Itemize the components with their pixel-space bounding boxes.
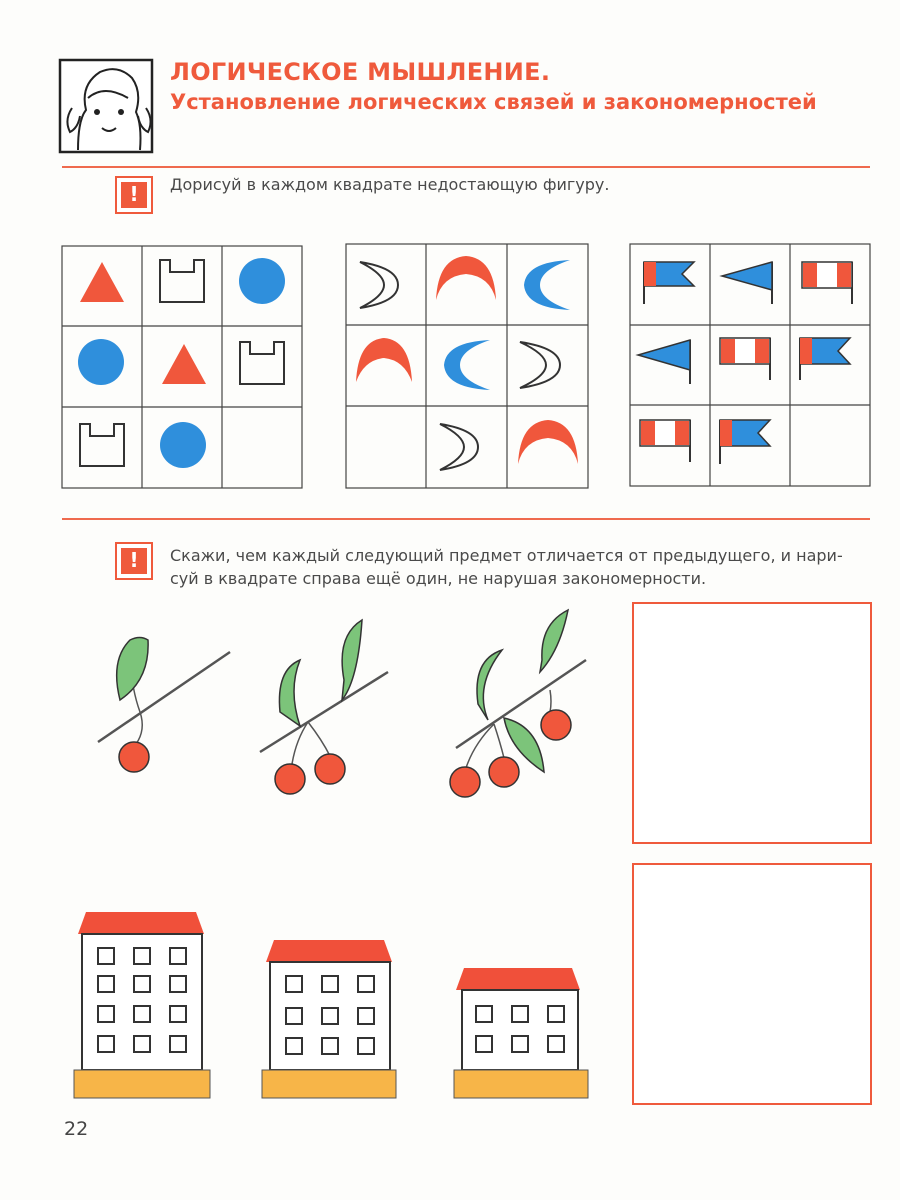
pennant-icon (722, 262, 772, 304)
arch-red-icon (518, 420, 578, 464)
cherry-branch-2 (260, 620, 388, 794)
page-number: 22 (64, 1118, 89, 1140)
task-2-text-line-1: Скажи, чем каждый следующий предмет отличается от предыдущего, и нари- (170, 546, 843, 565)
flag-split-icon (800, 338, 850, 380)
pennant-icon (638, 340, 690, 384)
section-divider (62, 166, 870, 168)
crescent-blue-icon (524, 260, 570, 310)
cherry-branch-3 (450, 610, 586, 797)
crescent-outline-icon (520, 342, 560, 388)
page-title: ЛОГИЧЕСКОЕ МЫШЛЕНИЕ. (170, 58, 551, 86)
castle-icon (80, 424, 124, 466)
crescent-outline-icon (440, 424, 478, 470)
crescent-outline-icon (360, 262, 398, 308)
answer-box-building[interactable] (633, 864, 871, 1104)
circle-icon (239, 258, 285, 304)
crescent-blue-icon (444, 340, 490, 390)
girl-avatar-icon (60, 60, 152, 152)
badge-task-1: ! (129, 182, 139, 206)
triangle-icon (80, 262, 124, 302)
circle-icon (160, 422, 206, 468)
task-1-text: Дорисуй в каждом квадрате недостающую фигуру. (170, 175, 610, 194)
flag-split-icon (644, 262, 694, 304)
circle-icon (78, 339, 124, 385)
castle-icon (160, 260, 204, 302)
castle-icon (240, 342, 284, 384)
page-subtitle: Установление логических связей и закономерностей (170, 90, 817, 114)
arch-red-icon (436, 256, 496, 300)
arch-red-icon (356, 338, 412, 382)
flag-striped-icon (640, 420, 690, 462)
building-short (454, 968, 588, 1098)
building-tall (74, 912, 210, 1098)
answer-box-branch[interactable] (633, 603, 871, 843)
badge-task-2: ! (129, 548, 139, 572)
flag-striped-icon (802, 262, 852, 304)
triangle-icon (162, 344, 206, 384)
flag-split-icon (720, 420, 770, 464)
flag-striped-icon (720, 338, 770, 380)
building-medium (262, 940, 396, 1098)
cherry-branch-1 (98, 638, 230, 773)
section-divider (62, 518, 870, 520)
task-2-text-line-2: суй в квадрате справа ещё один, не нарушая закономерности. (170, 569, 707, 588)
